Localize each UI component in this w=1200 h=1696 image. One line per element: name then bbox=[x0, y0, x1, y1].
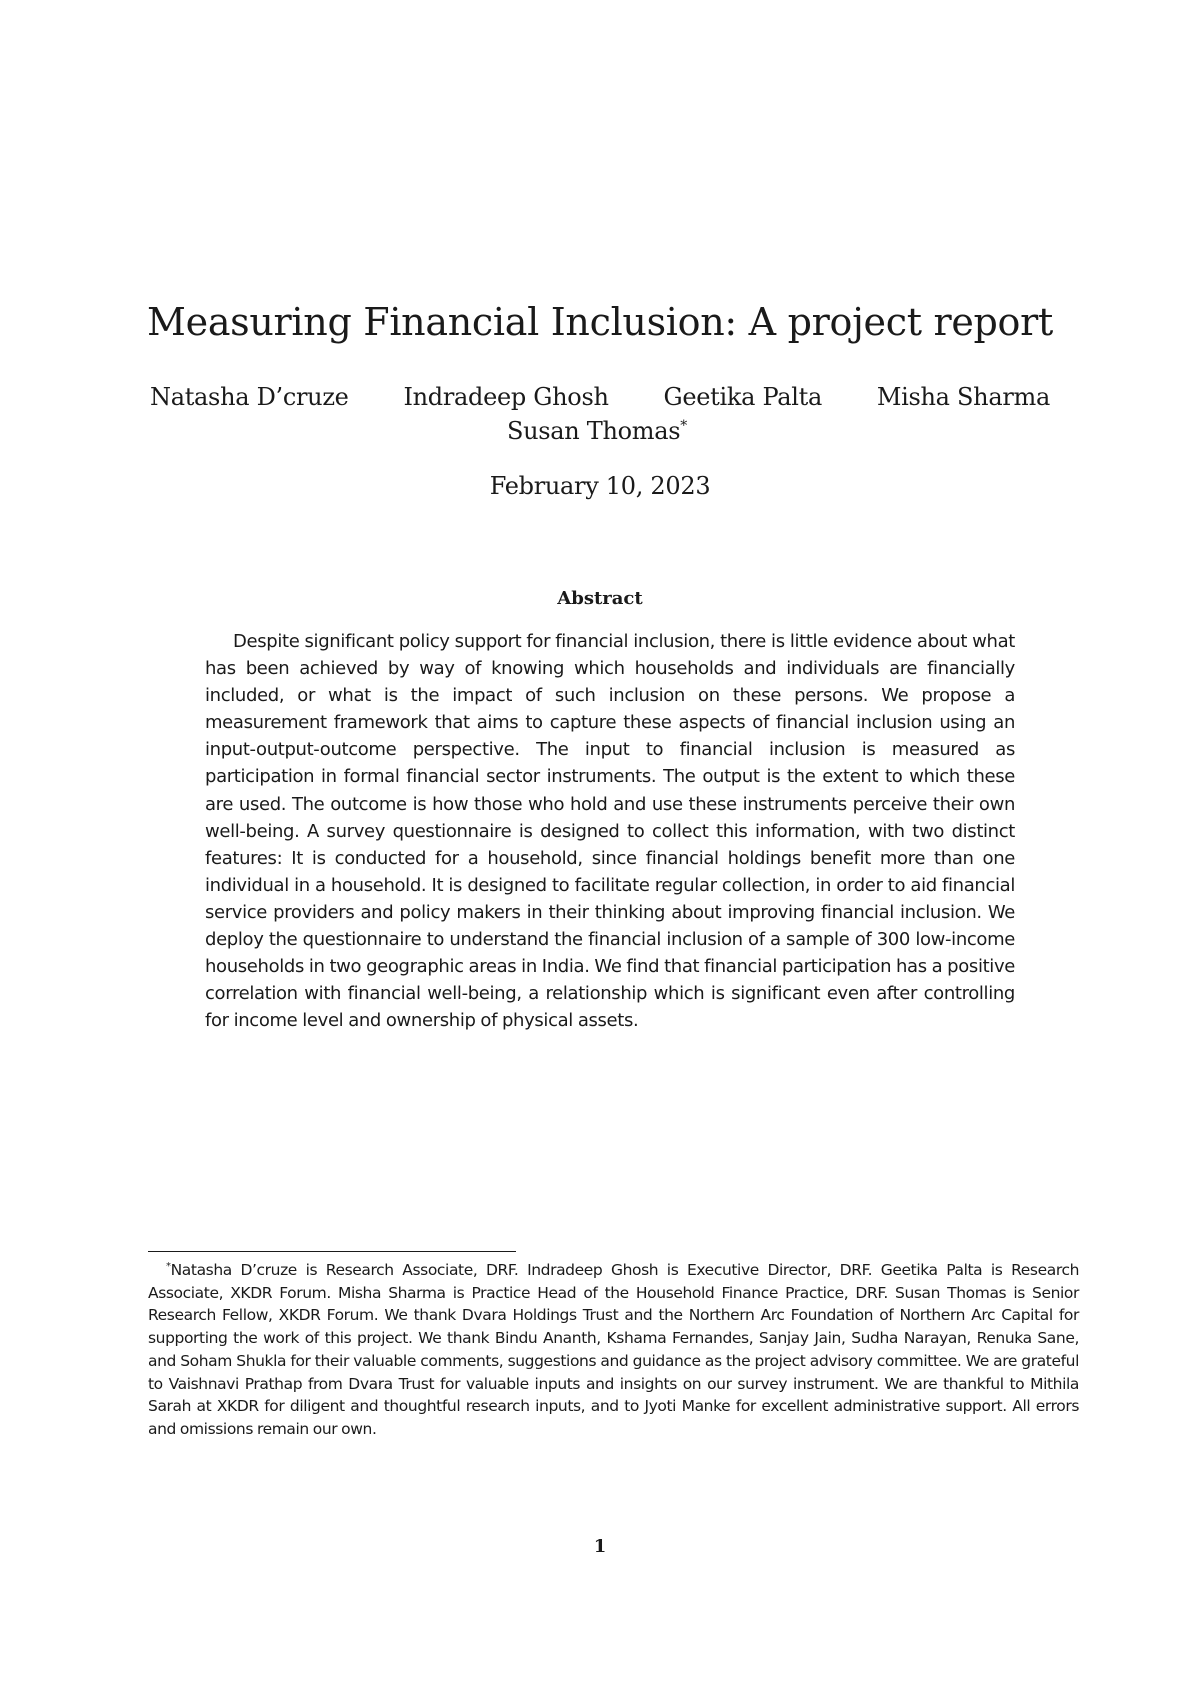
author-name: Geetika Palta bbox=[663, 383, 822, 411]
paper-title: Measuring Financial Inclusion: A project report bbox=[147, 300, 1053, 344]
author-row-2 bbox=[144, 414, 1050, 448]
footnote-mark: * bbox=[166, 1260, 171, 1272]
author-row-1 bbox=[150, 380, 1050, 414]
footnote bbox=[148, 1259, 1079, 1441]
author-name: Natasha D’cruze bbox=[150, 383, 349, 411]
footnote-text: Natasha D’cruze is Research Associate, DRF. Indradeep Ghosh is Executive Director, DRF. Geetika Palta is Research Associate, XKDR Forum. Misha Sharma is Practice Head of the Household Finance Practice, DRF. Susan Thomas is Senior Research Fellow, XKDR Forum. We thank Dvara Holdings Trust and the Northern Arc Foundation of Northern Arc Capital for supporting the work of this project. We thank Bindu Ananth, Kshama Fernandes, Sanjay Jain, Sudha Narayan, Renuka Sane, and Soham Shukla for their valuable comments, suggestions and guidance as the project advisory committee. We are grateful to Vaishnavi Prathap from Dvara Trust for valuable inputs and insights on our survey instrument. We are thankful to Mithila Sarah at XKDR for diligent and thoughtful research inputs, and to Jyoti Manke for excellent administrative support. All errors and omissions remain our own. bbox=[148, 1261, 1079, 1438]
author-name: Misha Sharma bbox=[876, 383, 1050, 411]
footnote-divider bbox=[148, 1251, 516, 1252]
page-number: 1 bbox=[593, 1536, 607, 1557]
paper-date: February 10, 2023 bbox=[489, 472, 711, 500]
abstract-heading: Abstract bbox=[557, 588, 643, 609]
author-name: Indradeep Ghosh bbox=[403, 383, 609, 411]
abstract-text: Despite significant policy support for financial inclusion, there is little evidence about what has been achieved by way of knowing which households and individuals are financially included, or what is the impact of such inclusion on these persons. We propose a measurement framework that aims to capture these aspects of financial inclusion using an input-output-outcome perspective. The input to financial inclusion is measured as participation in formal financial sector instruments. The output is the extent to which these are used. The outcome is how those who hold and use these instruments perceive their own well-being. A survey questionnaire is designed to collect this information, with two distinct features: It is conducted for a household, since financial holdings benefit more than one individual in a household. It is designed to facilitate regular collection, in order to aid financial service providers and policy makers in their thinking about improving financial inclusion. We deploy the questionnaire to understand the financial inclusion of a sample of 300 low-income households in two geographic areas in India. We find that financial participation has a positive correlation with financial well-being, a relationship which is significant even after controlling for income level and ownership of physical assets. bbox=[205, 631, 1015, 1032]
author-footnote-mark[interactable]: * bbox=[680, 418, 687, 434]
author-name: Susan Thomas bbox=[506, 417, 681, 445]
author-list bbox=[150, 380, 1050, 448]
